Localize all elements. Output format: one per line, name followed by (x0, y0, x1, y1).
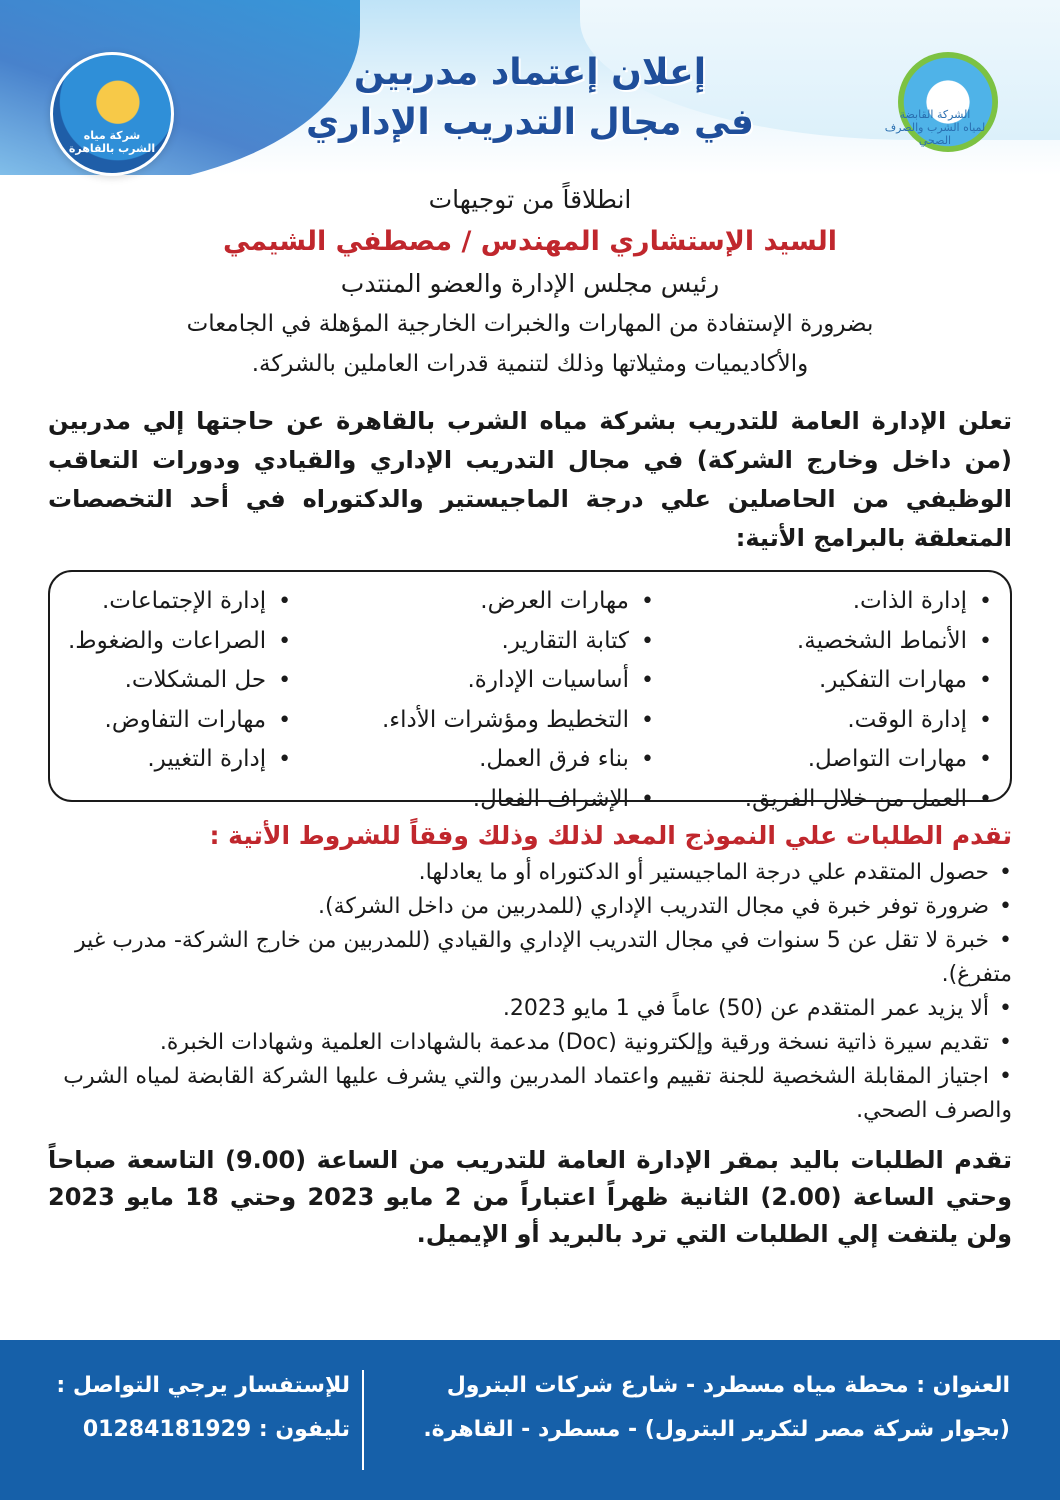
program-item: • أساسيات الإدارة. (382, 661, 654, 701)
program-item: • حل المشكلات. (68, 661, 291, 701)
program-item: • إدارة التغيير. (68, 740, 291, 780)
programs-column-2 (381, 582, 654, 812)
program-item: • مهارات التفاوض. (68, 701, 291, 741)
condition-item: • اجتياز المقابلة الشخصية للجنة تقييم واعتماد المدربين والتي يشرف عليها الشركة القابضة لمياه الشرب والصرف الصحي. (48, 1060, 1012, 1128)
program-item: • مهارات العرض. (382, 582, 654, 622)
program-item: • الأنماط الشخصية. (745, 622, 992, 662)
program-item: • مهارات التفكير. (745, 661, 992, 701)
intro-line: انطلاقاً من توجيهات (428, 185, 632, 214)
intro-desc-line1: بضرورة الإستفادة من المهارات والخبرات الخارجية المؤهلة في الجامعات (186, 311, 874, 337)
program-item: • الصراعات والضغوط. (68, 622, 291, 662)
document-body (48, 180, 1012, 1253)
program-item: • إدارة الإجتماعات. (68, 582, 291, 622)
footer-address (410, 1364, 1010, 1452)
submission-paragraph: تقدم الطلبات باليد بمقر الإدارة العامة للتدريب من الساعة (9.00) التاسعة صباحاً وحتي الساعة (2.00) الثانية ظهراً اعتباراً من 2 مايو 2023 وحتي 18 مايو 2023 ولن يلتفت إلي الطلبات التي ترد بالبريد أو الإيميل. (48, 1146, 1013, 1248)
intro-desc-line2: والأكاديميات ومثيلاتها وذلك لتنمية قدرات العاملين بالشركة. (251, 351, 809, 377)
page-title-line1: إعلان إعتماد مدربين (353, 52, 707, 93)
page-title (200, 48, 860, 148)
program-item: • العمل من خلال الفريق. (745, 780, 992, 820)
program-item: • كتابة التقارير. (382, 622, 654, 662)
footer-divider (362, 1370, 364, 1470)
program-item: • التخطيط ومؤشرات الأداء. (382, 701, 654, 741)
address-line1: العنوان : محطة مياه مسطرد - شارع شركات البترول (446, 1373, 1010, 1398)
footer-contact (40, 1364, 350, 1452)
cairo-water-logo (50, 52, 174, 176)
cairo-water-logo-text: شركة مياه الشرب بالقاهرة (68, 129, 156, 155)
program-item: • بناء فرق العمل. (382, 740, 654, 780)
page-title-line2: في مجال التدريب الإداري (306, 102, 754, 143)
contact-line: للإستفسار يرجي التواصل : (56, 1373, 350, 1398)
conditions-list (48, 856, 1012, 1128)
footer (0, 1340, 1060, 1500)
chairman-name: السيد الإستشاري المهندس / مصطفي الشيمي (222, 226, 838, 257)
condition-item: • حصول المتقدم علي درجة الماجيستير أو الدكتوراه أو ما يعادلها. (48, 856, 1012, 890)
address-line2: (بجوار شركة مصر لتكرير البترول) - مسطرد - القاهرة. (423, 1417, 1010, 1442)
chairman-role: رئيس مجلس الإدارة والعضو المنتدب (340, 269, 720, 298)
condition-item: • تقديم سيرة ذاتية نسخة ورقية وإلكترونية (Doc) مدعمة بالشهادات العلمية وشهادات الخبرة. (48, 1026, 1012, 1060)
announcement-paragraph: تعلن الإدارة العامة للتدريب بشركة مياه الشرب بالقاهرة عن حاجتها إلي مدربين (من داخل وخارج الشركة) في مجال التدريب الإداري والقيادي ودورات التعاقب الوظيفي من الحاصلين علي درجة الماجيستير والدكتوراه في أحد التخصصات المتعلقة بالبرامج الأتية: (48, 407, 1012, 552)
program-item: • مهارات التواصل. (745, 740, 992, 780)
program-item: • إدارة الذات. (745, 582, 992, 622)
condition-item: • ألا يزيد عمر المتقدم عن (50) عاماً في 1 مايو 2023. (48, 992, 1012, 1026)
holding-company-logo-text: الشركة القابضة لمياه الشرب والصرف الصحي (884, 108, 986, 147)
phone-row (40, 1408, 350, 1452)
intro-block (48, 180, 1012, 384)
program-item: • الإشراف الفعال. (382, 780, 654, 820)
program-item: • إدارة الوقت. (745, 701, 992, 741)
programs-column-3 (68, 582, 291, 788)
programs-column-1 (744, 582, 992, 812)
conditions-heading: تقدم الطلبات علي النموذج المعد لذلك وذلك وفقاً للشروط الأتية : (209, 821, 1012, 850)
condition-item: • خبرة لا تقل عن 5 سنوات في مجال التدريب الإداري والقيادي (للمدربين من خارج الشركة- مدرب غير متفرغ). (48, 924, 1012, 992)
programs-box (48, 570, 1012, 812)
condition-item: • ضرورة توفر خبرة في مجال التدريب الإداري (للمدربين من داخل الشركة). (48, 890, 1012, 924)
phone-label: تليفون : (258, 1417, 350, 1442)
phone-number[interactable]: 01284181929 (82, 1417, 252, 1442)
